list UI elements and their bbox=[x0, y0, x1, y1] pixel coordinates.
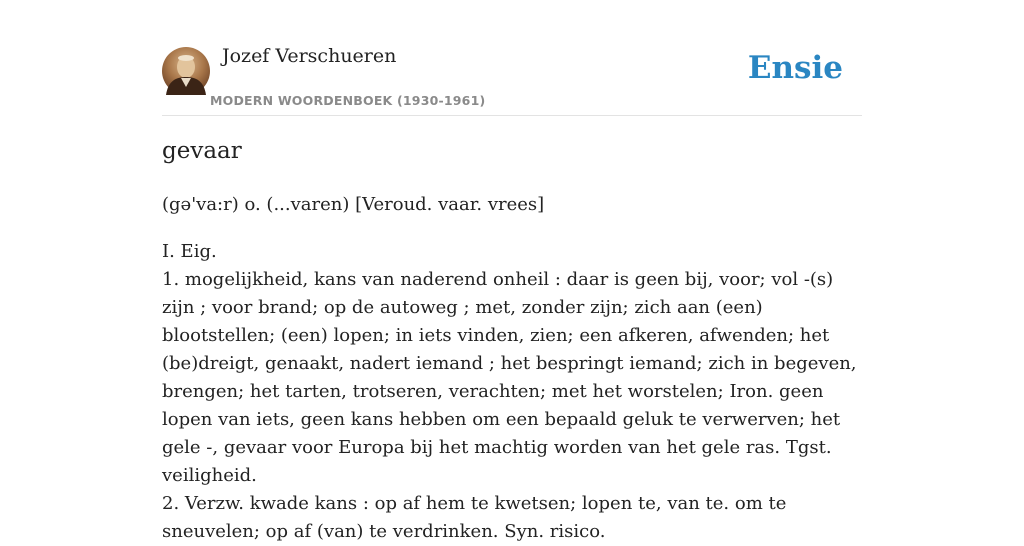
entry-headword: gevaar bbox=[162, 138, 242, 164]
content-column bbox=[162, 0, 862, 542]
author-avatar[interactable] bbox=[162, 47, 210, 95]
entry-definition-1: 1. mogelijkheid, kans van naderend onheil : daar is geen bij, voor; vol -(s) zijn ; voor brand; op de autoweg ; met, zonder zijn; zich aan (een) blootstellen; (een) lopen; in iets vinden, zien; een afkeren, afwenden; het (be)dreigt, genaakt, nadert iemand ; het bespringt iemand; zich in begeven, brengen; het tarten, trotseren, verachten; met het worstelen; Iron. geen lopen van iets, geen kans hebben om een bepaald geluk te verwerven; het gele -, gevaar voor Europa bij het machtig worden van het gele ras. Tgst. veiligheid. bbox=[162, 269, 857, 486]
entry-header bbox=[162, 0, 862, 116]
entry-body bbox=[162, 238, 864, 546]
entry-section: I. Eig. bbox=[162, 241, 217, 262]
author-portrait-icon bbox=[162, 47, 210, 95]
author-name[interactable]: Jozef Verschueren bbox=[222, 45, 397, 67]
brand-logo[interactable]: Ensie bbox=[747, 50, 843, 86]
entry-definition-2: 2. Verzw. kwade kans : op af hem te kwetsen; lopen te, van te. om te sneuvelen; op af (van) te verdrinken. Syn. risico. bbox=[162, 493, 787, 542]
entry-pronunciation: (gə'va:r) o. (...varen) [Veroud. vaar. vrees] bbox=[162, 194, 545, 215]
source-label[interactable]: MODERN WOORDENBOEK (1930-1961) bbox=[210, 93, 486, 108]
